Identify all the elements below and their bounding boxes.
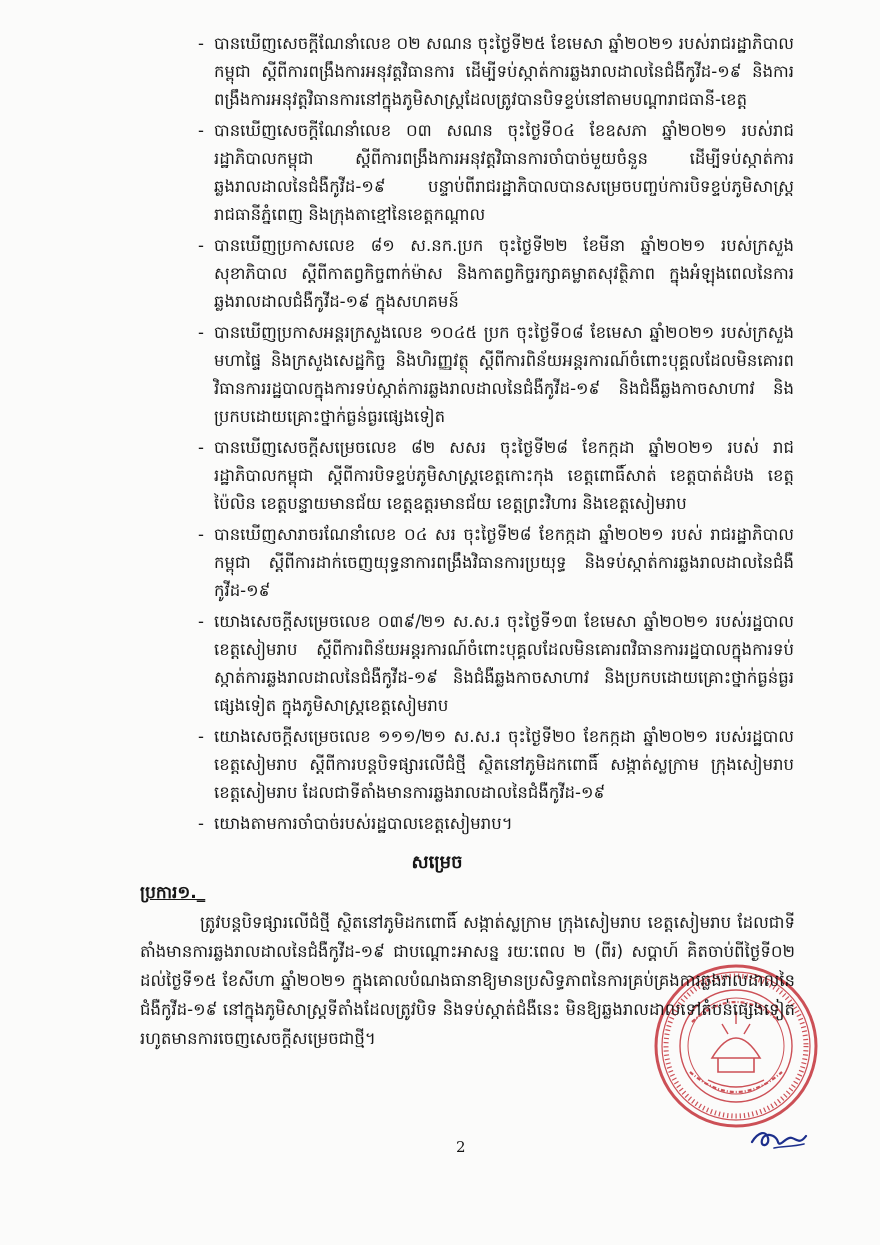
reference-text: បានឃើញសារាចរណែនាំលេខ ០៤ សរ ចុះថ្ងៃទី២៨ ខែកក្កដា ឆ្នាំ២០២១ របស់ រាជរដ្ឋាភិបាលកម្ពុជា ស្តីពីការដាក់ចេញយុទ្ធនាការពង្រឹងវិធានការប្រយុទ្ធ និងទប់ស្កាត់ការឆ្លងរាលដាលនៃជំងឺ កូវីដ-១៩ [214, 525, 794, 600]
reference-marker: - [198, 727, 204, 746]
reference-text: បានឃើញប្រកាសអន្តរក្រសួងលេខ ១០៤៥ ប្រក ចុះថ្ងៃទី០៨ ខែមេសា ឆ្នាំ២០២១ របស់ក្រសួងមហាផ្ទៃ និងក្រសួងសេដ្ឋកិច្ច និងហិរញ្ញវត្ថុ ស្តីពីការពិន័យអន្តរការណ៍ចំពោះបុគ្គលដែលមិនគោរពវិធានការរដ្ឋបាលក្នុងការទប់ស្កាត់ការឆ្លងរាលដាលនៃជំងឺកូវីដ-១៩ និងជំងឺឆ្លងកាចសាហាវ និងប្រកបដោយគ្រោះថ្នាក់ធ្ងន់ធ្ងរផ្សេងទៀត [214, 323, 794, 426]
reference-item [198, 810, 794, 838]
reference-text: យោងតាមការចាំបាច់របស់រដ្ឋបាលខេត្តសៀមរាប។ [214, 814, 513, 833]
reference-item [198, 30, 794, 114]
article-text: ត្រូវបន្តបិទផ្សារលើជំថ្មី ស្ថិតនៅភូមិដកពោធិ៍ សង្កាត់ស្លក្រាម ក្រុងសៀមរាប ខេត្តសៀមរាប ដែលជាទីតាំងមានការឆ្លងរាលដាលនៃជំងឺកូវីដ-១៩ ជាបណ្តោះអាសន្ន រយៈពេល ២ (ពីរ) សប្តាហ៍ គិតចាប់ពីថ្ងៃទី០២ ដល់ថ្ងៃទី១៥ ខែសីហា ឆ្នាំ២០២១ ក្នុងគោលបំណងធានាឱ្យមានប្រសិទ្ធភាពនៃការគ្រប់គ្រងការឆ្លងរាលដាលនៃជំងឺកូវីដ-១៩ នៅក្នុងភូមិសាស្ត្រទីតាំងដែលត្រូវបិទ និងទប់ស្កាត់ជំងឺនេះ មិនឱ្យឆ្លងរាលដាលទៅតំបន់ផ្សេងទៀត រហូតមានការចេញសេចក្តីសម្រេចជាថ្មី។ [140, 913, 795, 1048]
reference-item [198, 723, 794, 807]
reference-list [198, 30, 794, 838]
reference-text: យោងសេចក្តីសម្រេចលេខ ០៣៩/២១ ស.ស.រ ចុះថ្ងៃទី១៣ ខែមេសា ឆ្នាំ២០២១ របស់រដ្ឋបាលខេត្តសៀមរាប ស្តីពីការពិន័យអន្តរការណ៍ចំពោះបុគ្គលដែលមិនគោរពវិធានការរដ្ឋបាលក្នុងការទប់ស្កាត់ការឆ្លងរាលដាលនៃជំងឺកូវីដ-១៩ និងជំងឺឆ្លងកាចសាហាវ និងប្រកបដោយគ្រោះថ្នាក់ធ្ងន់ធ្ងរផ្សេងទៀត ក្នុងភូមិសាស្ត្រខេត្តសៀមរាប [214, 612, 794, 715]
reference-marker: - [198, 438, 204, 457]
reference-marker: - [198, 121, 204, 140]
reference-marker: - [198, 323, 204, 342]
article-label: ប្រការ១._ [140, 883, 206, 903]
page-number: 2 [456, 1138, 466, 1156]
reference-item [198, 117, 794, 229]
reference-text: បានឃើញសេចក្តីសម្រេចលេខ ៨២ សសរ ចុះថ្ងៃទី២៨ ខែកក្កដា ឆ្នាំ២០២១ របស់ រាជរដ្ឋាភិបាលកម្ពុជា ស្តីពីការបិទខ្ទប់ភូមិសាស្ត្រខេត្តកោះកុង ខេត្តពោធិ៍សាត់ ខេត្តបាត់ដំបង ខេត្តប៉ៃលិន ខេត្តបន្ទាយមានជ័យ ខេត្តឧត្តរមានជ័យ ខេត្តព្រះវិហារ និងខេត្តសៀមរាប [214, 438, 794, 513]
reference-item [198, 434, 794, 518]
reference-item [198, 232, 794, 316]
official-seal-icon [652, 962, 820, 1130]
reference-text: បានឃើញសេចក្តីណែនាំលេខ ០៣ សណន ចុះថ្ងៃទី០៤ ខែឧសភា ឆ្នាំ២០២១ របស់រាជរដ្ឋាភិបាលកម្ពុជា ស្តីពីការពង្រឹងការអនុវត្តវិធានការចាំបាច់មួយចំនួន ដើម្បីទប់ស្កាត់ការឆ្លងរាលដាលនៃជំងឺកូវីដ-១៩ បន្ទាប់ពីរាជរដ្ឋាភិបាលបានសម្រេចបញ្ចប់ការបិទខ្ទប់ភូមិសាស្ត្ររាជធានីភ្នំពេញ និងក្រុងតាខ្មៅនៃខេត្តកណ្តាល [214, 121, 794, 224]
reference-item [198, 319, 794, 431]
decision-heading: សម្រេច [411, 852, 463, 873]
reference-marker: - [198, 34, 204, 53]
reference-item [198, 608, 794, 720]
reference-marker: - [198, 612, 204, 631]
reference-text: បានឃើញសេចក្តីណែនាំលេខ ០២ សណន ចុះថ្ងៃទី២៥ ខែមេសា ឆ្នាំ២០២១ របស់រាជរដ្ឋាភិបាលកម្ពុជា ស្តីពីការពង្រឹងការអនុវត្តវិធានការ ដើម្បីទប់ស្កាត់ការឆ្លងរាលដាលនៃជំងឺកូវីដ-១៩ និងការពង្រឹងការអនុវត្តវិធានការនៅក្នុងភូមិសាស្ត្រដែលត្រូវបានបិទខ្ទប់នៅតាមបណ្តារាជធានី-ខេត្ត [214, 34, 794, 109]
reference-item [198, 521, 794, 605]
signature-icon [748, 1122, 810, 1156]
reference-marker: - [198, 525, 204, 544]
reference-text: បានឃើញប្រកាសលេខ ៨១ ស.នក.ប្រក ចុះថ្ងៃទី២២ ខែមីនា ឆ្នាំ២០២១ របស់ក្រសួងសុខាភិបាល ស្តីពីកាតព្វកិច្ចពាក់ម៉ាស និងកាតព្វកិច្ចរក្សាគម្លាតសុវត្ថិភាព ក្នុងអំឡុងពេលនៃការឆ្លងរាលដាលជំងឺកូវីដ-១៩ ក្នុងសហគមន៍ [214, 236, 794, 311]
reference-marker: - [198, 236, 204, 255]
reference-text: យោងសេចក្តីសម្រេចលេខ ១១១/២១ ស.ស.រ ចុះថ្ងៃទី២០ ខែកក្កដា ឆ្នាំ២០២១ របស់រដ្ឋបាលខេត្តសៀមរាប ស្តីពីការបន្តបិទផ្សារលើជំថ្មី ស្ថិតនៅភូមិដកពោធិ៍ សង្កាត់ស្លក្រាម ក្រុងសៀមរាប ខេត្តសៀមរាប ដែលជាទីតាំងមានការឆ្លងរាលដាលនៃជំងឺកូវីដ-១៩ [214, 727, 794, 802]
reference-marker: - [198, 814, 204, 833]
